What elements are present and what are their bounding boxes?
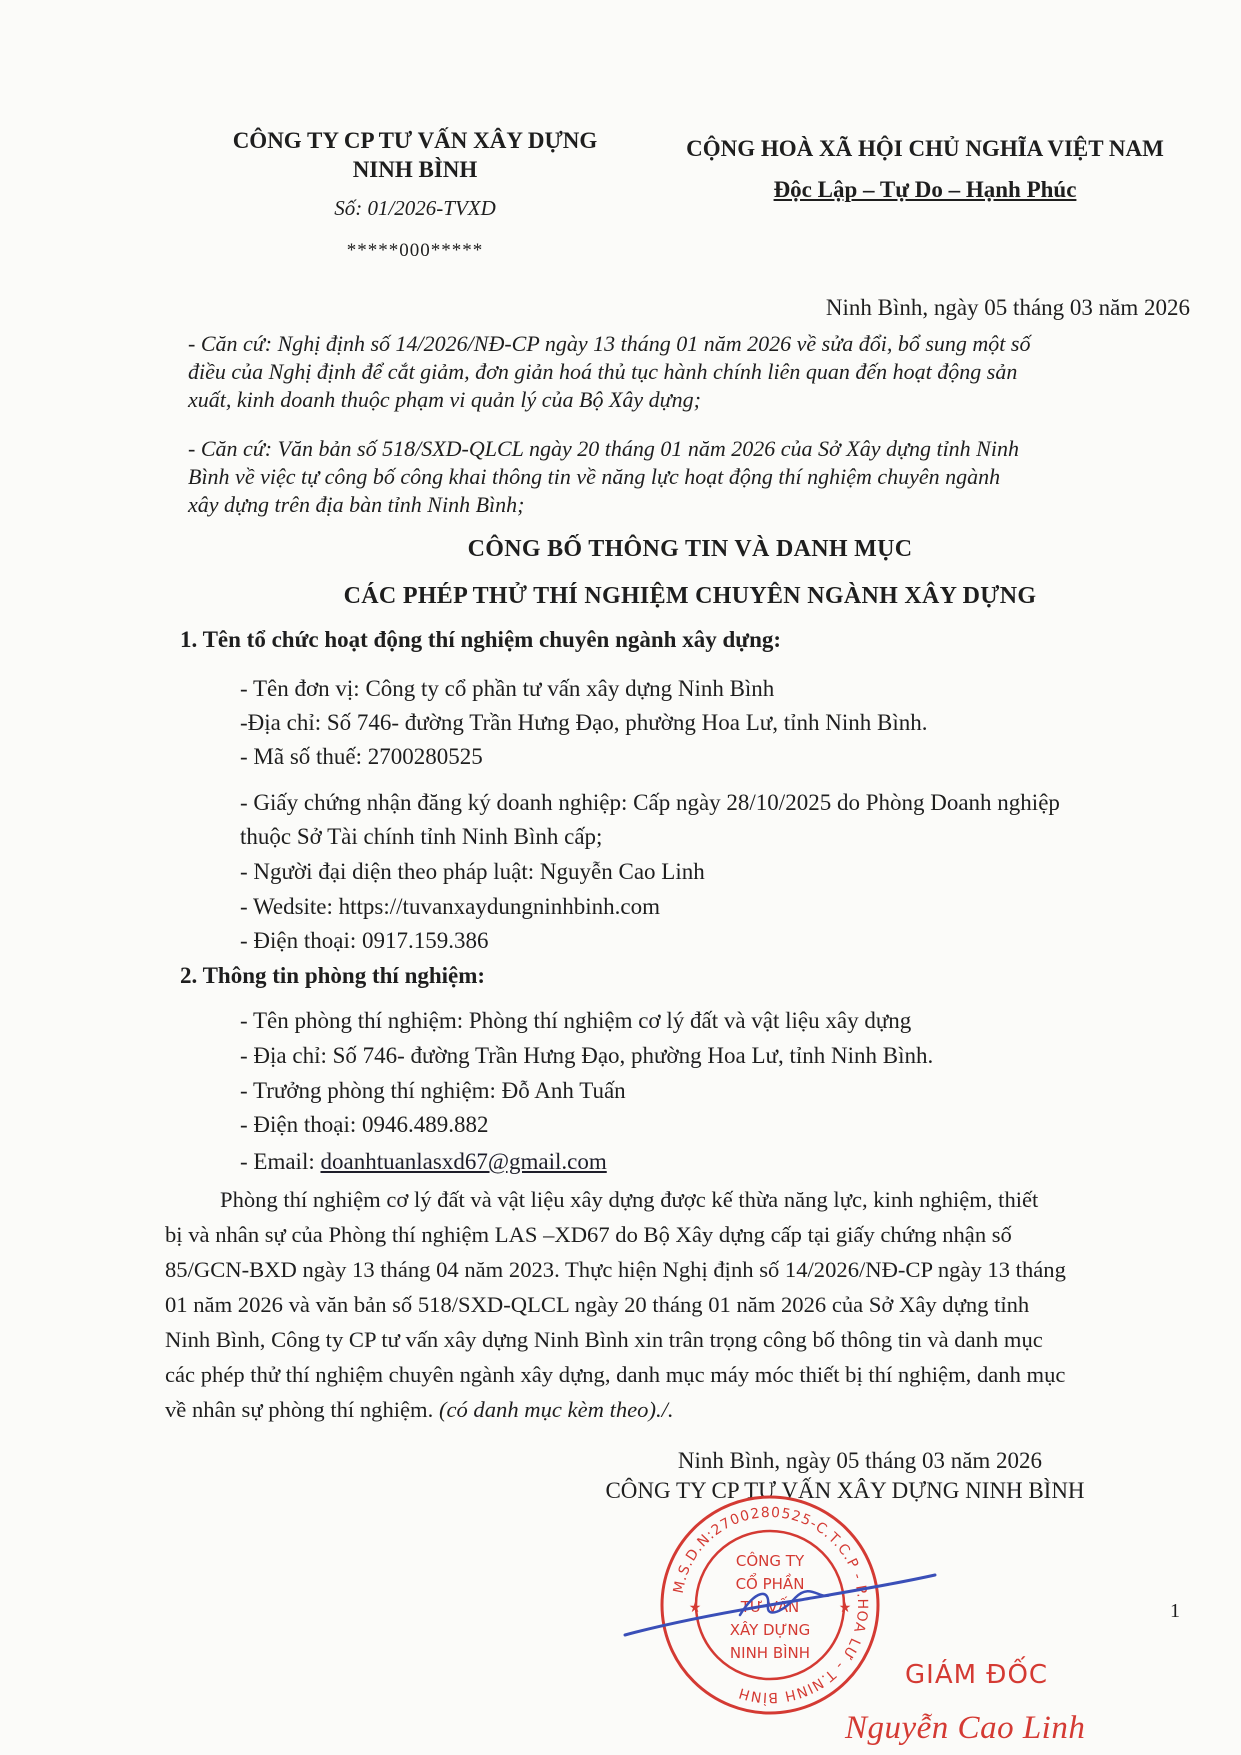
paragraph-line6: các phép thử thí nghiệm chuyên ngành xây dựng, danh mục máy móc thiết bị thí nghiệm, danh mục	[165, 1362, 1066, 1387]
org-license	[240, 786, 1200, 854]
lab-phone: - Điện thoại: 0946.489.882	[240, 1112, 489, 1137]
issue-date: Ninh Bình, ngày 05 tháng 03 năm 2026	[825, 295, 1190, 320]
lab-head: - Trưởng phòng thí nghiệm: Đỗ Anh Tuấn	[240, 1078, 626, 1103]
org-address: -Địa chỉ: Số 746- đường Trần Hưng Đạo, phường Hoa Lư, tỉnh Ninh Bình.	[240, 710, 928, 735]
national-motto	[660, 177, 1190, 203]
org-website: - Wedsite: https://tuvanxaydungninhbinh.com	[240, 894, 660, 919]
legal-basis-2-line3: xây dựng trên địa bàn tỉnh Ninh Bình;	[188, 492, 525, 517]
legal-basis-1-line2: điều của Nghị định để cắt giảm, đơn giản hoá thủ tục hành chính liên quan đến hoạt động sản	[188, 359, 1018, 384]
section-2-heading: 2. Thông tin phòng thí nghiệm:	[180, 963, 486, 988]
national-title: CỘNG HOÀ XÃ HỘI CHỦ NGHĨA VIỆT NAM	[686, 136, 1164, 161]
legal-basis-1-line1: - Căn cứ: Nghị định số 14/2026/NĐ-CP ngày 13 tháng 01 năm 2026 về sửa đổi, bổ sung một số	[188, 331, 1031, 356]
section-1-heading: 1. Tên tổ chức hoạt động thí nghiệm chuyên ngành xây dựng:	[180, 627, 782, 652]
document-title-line1: CÔNG BỐ THÔNG TIN VÀ DANH MỤC	[467, 536, 913, 562]
seal-star-left-icon: ★	[688, 1600, 702, 1616]
director-name: Nguyễn Cao Linh	[845, 1710, 1086, 1746]
org-phone: - Điện thoại: 0917.159.386	[240, 928, 489, 953]
org-representative: - Người đại diện theo pháp luật: Nguyễn Cao Linh	[240, 859, 705, 884]
seal-star-right-icon: ★	[838, 1600, 852, 1616]
org-license-line2: thuộc Sở Tài chính tỉnh Ninh Bình cấp;	[240, 824, 603, 849]
seal-center-line5: NINH BÌNH	[729, 1644, 811, 1662]
paragraph-line7-text: về nhân sự phòng thí nghiệm.	[165, 1397, 439, 1422]
legal-basis-2	[188, 435, 1193, 519]
seal-ring-text: M.S.D.N:2700280525-C.T.C.P - P.HOA LƯ - T.NINH BÌNH	[670, 1504, 871, 1706]
legal-basis-2-line1: - Căn cứ: Văn bản số 518/SXD-QLCL ngày 20 tháng 01 năm 2026 của Sở Xây dựng tỉnh Ninh	[188, 436, 1019, 461]
org-tax-code: - Mã số thuế: 2700280525	[240, 744, 483, 769]
seal-center-line2: CỔ PHẦN	[735, 1575, 805, 1593]
org-license-line1: - Giấy chứng nhận đăng ký doanh nghiệp: Cấp ngày 28/10/2025 do Phòng Doanh nghiệp	[240, 790, 1060, 815]
legal-basis-1	[188, 330, 1193, 414]
main-paragraph	[165, 1182, 1190, 1427]
legal-basis-2-line2: Bình về việc tự công bố công khai thông tin về năng lực hoạt động thí nghiệm chuyên ngành	[188, 464, 1001, 489]
legal-basis-1-line3: xuất, kinh doanh thuộc phạm vi quản lý của Bộ Xây dựng;	[188, 387, 702, 412]
seal-center-line1: CÔNG TY	[735, 1552, 805, 1570]
paragraph-line5: Ninh Bình, Công ty CP tư vấn xây dựng Ninh Bình xin trân trọng công bố thông tin và danh mục	[165, 1327, 1043, 1352]
document-number: Số: 01/2026-TVXD	[334, 196, 496, 220]
lab-name: - Tên phòng thí nghiệm: Phòng thí nghiệm cơ lý đất và vật liệu xây dựng	[240, 1008, 912, 1033]
page-number: 1	[1170, 1600, 1180, 1622]
paragraph-line1	[165, 1182, 1190, 1217]
seal-center-line3: TƯ VẤN	[740, 1598, 800, 1616]
paragraph-line4: 01 năm 2026 và văn bản số 518/SXD-QLCL ngày 20 tháng 01 năm 2026 của Sở Xây dựng tỉnh	[165, 1292, 1030, 1317]
paragraph-line2: bị và nhân sự của Phòng thí nghiệm LAS –XD67 do Bộ Xây dựng cấp tại giấy chứng nhận số	[165, 1222, 1012, 1247]
lab-email-label: - Email:	[240, 1149, 321, 1174]
motto-text: Độc Lập – Tự Do – Hạnh Phúc	[773, 177, 1077, 202]
seal-center-line4: XÂY DỰNG	[729, 1621, 811, 1639]
signature-company: CÔNG TY CP TƯ VẤN XÂY DỰNG NINH BÌNH	[605, 1478, 1085, 1503]
director-title: GIÁM ĐỐC	[905, 1660, 1049, 1690]
separator: *****000*****	[346, 240, 484, 261]
attachment-note: (có danh mục kèm theo)./.	[438, 1397, 674, 1422]
lab-email-link[interactable]: doanhtuanlasxd67@gmail.com	[320, 1149, 607, 1174]
signature-stroke	[620, 1560, 940, 1650]
company-name	[200, 126, 630, 184]
lab-email	[240, 1145, 1200, 1179]
org-unit-name: - Tên đơn vị: Công ty cổ phần tư vấn xây dựng Ninh Bình	[240, 676, 775, 701]
paragraph-line7	[165, 1392, 1190, 1427]
paragraph-line3: 85/GCN-BXD ngày 13 tháng 04 năm 2023. Thực hiện Nghị định số 14/2026/NĐ-CP ngày 13 tháng	[165, 1257, 1066, 1282]
document-title-line2: CÁC PHÉP THỬ THÍ NGHIỆM CHUYÊN NGÀNH XÂY DỰNG	[343, 583, 1037, 609]
lab-address: - Địa chỉ: Số 746- đường Trần Hưng Đạo, phường Hoa Lư, tỉnh Ninh Bình.	[240, 1043, 934, 1068]
company-name-line2: NINH BÌNH	[352, 157, 478, 182]
signature-date: Ninh Bình, ngày 05 tháng 03 năm 2026	[677, 1448, 1043, 1473]
paragraph-line1-text: Phòng thí nghiệm cơ lý đất và vật liệu xây dựng được kế thừa năng lực, kinh nghiệm, thiết	[220, 1187, 1039, 1212]
company-name-line1: CÔNG TY CP TƯ VẤN XÂY DỰNG	[232, 128, 598, 153]
